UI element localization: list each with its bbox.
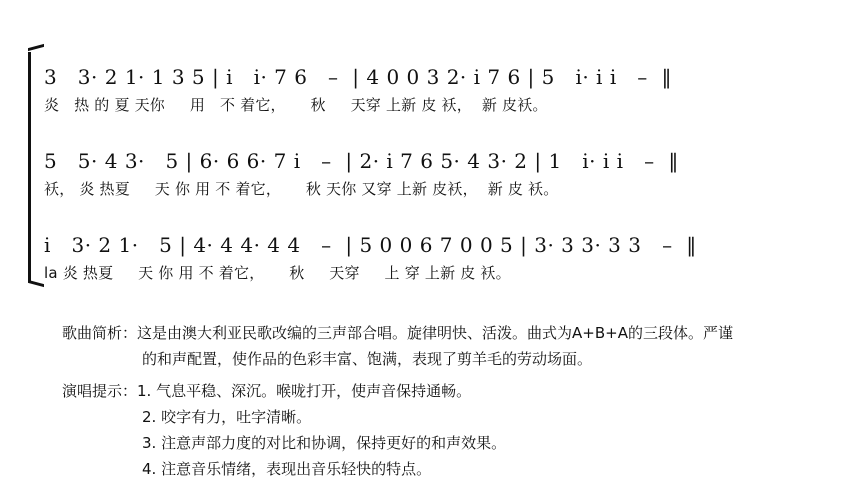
system-bracket-top — [28, 44, 44, 51]
score-row-1-notes — [44, 62, 844, 92]
system-bracket-bottom — [28, 280, 44, 287]
tip-item-2: 2. 咬字有力，吐字清晰。 — [142, 408, 312, 426]
tip-item-3: 3. 注意声部力度的对比和协调，保持更好的和声效果。 — [142, 434, 507, 452]
system-bracket — [28, 52, 31, 282]
singing-tips — [62, 378, 842, 482]
lyrics-voice-1: 炎 热 的 夏 天你 用 不 着它， 秋 天穿 上新 皮 袄， 新 皮袄。 — [44, 96, 548, 114]
song-analysis-label: 歌曲简析： — [62, 324, 138, 342]
score-row-3-lyrics — [44, 262, 844, 292]
lyrics-voice-3: la 炎 热夏 天 你 用 不 着它， 秋 天穿 上 穿 上新 皮 袄。 — [44, 264, 511, 282]
song-analysis-line-2: 的和声配置，使作品的色彩丰富、饱满，表现了剪羊毛的劳动场面。 — [142, 350, 593, 368]
score-row-2-lyrics — [44, 178, 844, 208]
notes-voice-3: i 3· 2 1· 5 | 4· 4 4· 4 4 – | 5 0 0 6 7 0 0 5 | 3· 3 3· 3 3 – ‖ — [44, 233, 697, 257]
song-analysis — [62, 320, 842, 372]
score-row-2-notes — [44, 146, 844, 176]
tip-item-1: 1. 气息平稳、深沉。喉咙打开，使声音保持通畅。 — [137, 382, 472, 400]
song-analysis-line-1: 这是由澳大利亚民歌改编的三声部合唱。旋律明快、活泼。曲式为A+B+A的三段体。严谨 — [137, 324, 733, 342]
lyrics-voice-2: 袄， 炎 热夏 天 你 用 不 着它， 秋 天你 又穿 上新 皮袄， 新 皮 袄。 — [44, 180, 559, 198]
tip-item-4: 4. 注意音乐情绪，表现出音乐轻快的特点。 — [142, 460, 432, 478]
score-row-1-lyrics — [44, 94, 844, 124]
singing-tips-label: 演唱提示： — [62, 382, 138, 400]
notes-voice-2: 5 5· 4 3· 5 | 6· 6 6· 7 i – | 2· i 7 6 5· 4 3· 2 | 1 i· i i – ‖ — [44, 149, 679, 173]
notes-voice-1: 3 3· 2 1· 1 3 5 | i i· 7 6 – | 4 0 0 3 2· i 7 6 | 5 i· i i – ‖ — [44, 65, 672, 89]
score-row-3-notes — [44, 230, 844, 260]
